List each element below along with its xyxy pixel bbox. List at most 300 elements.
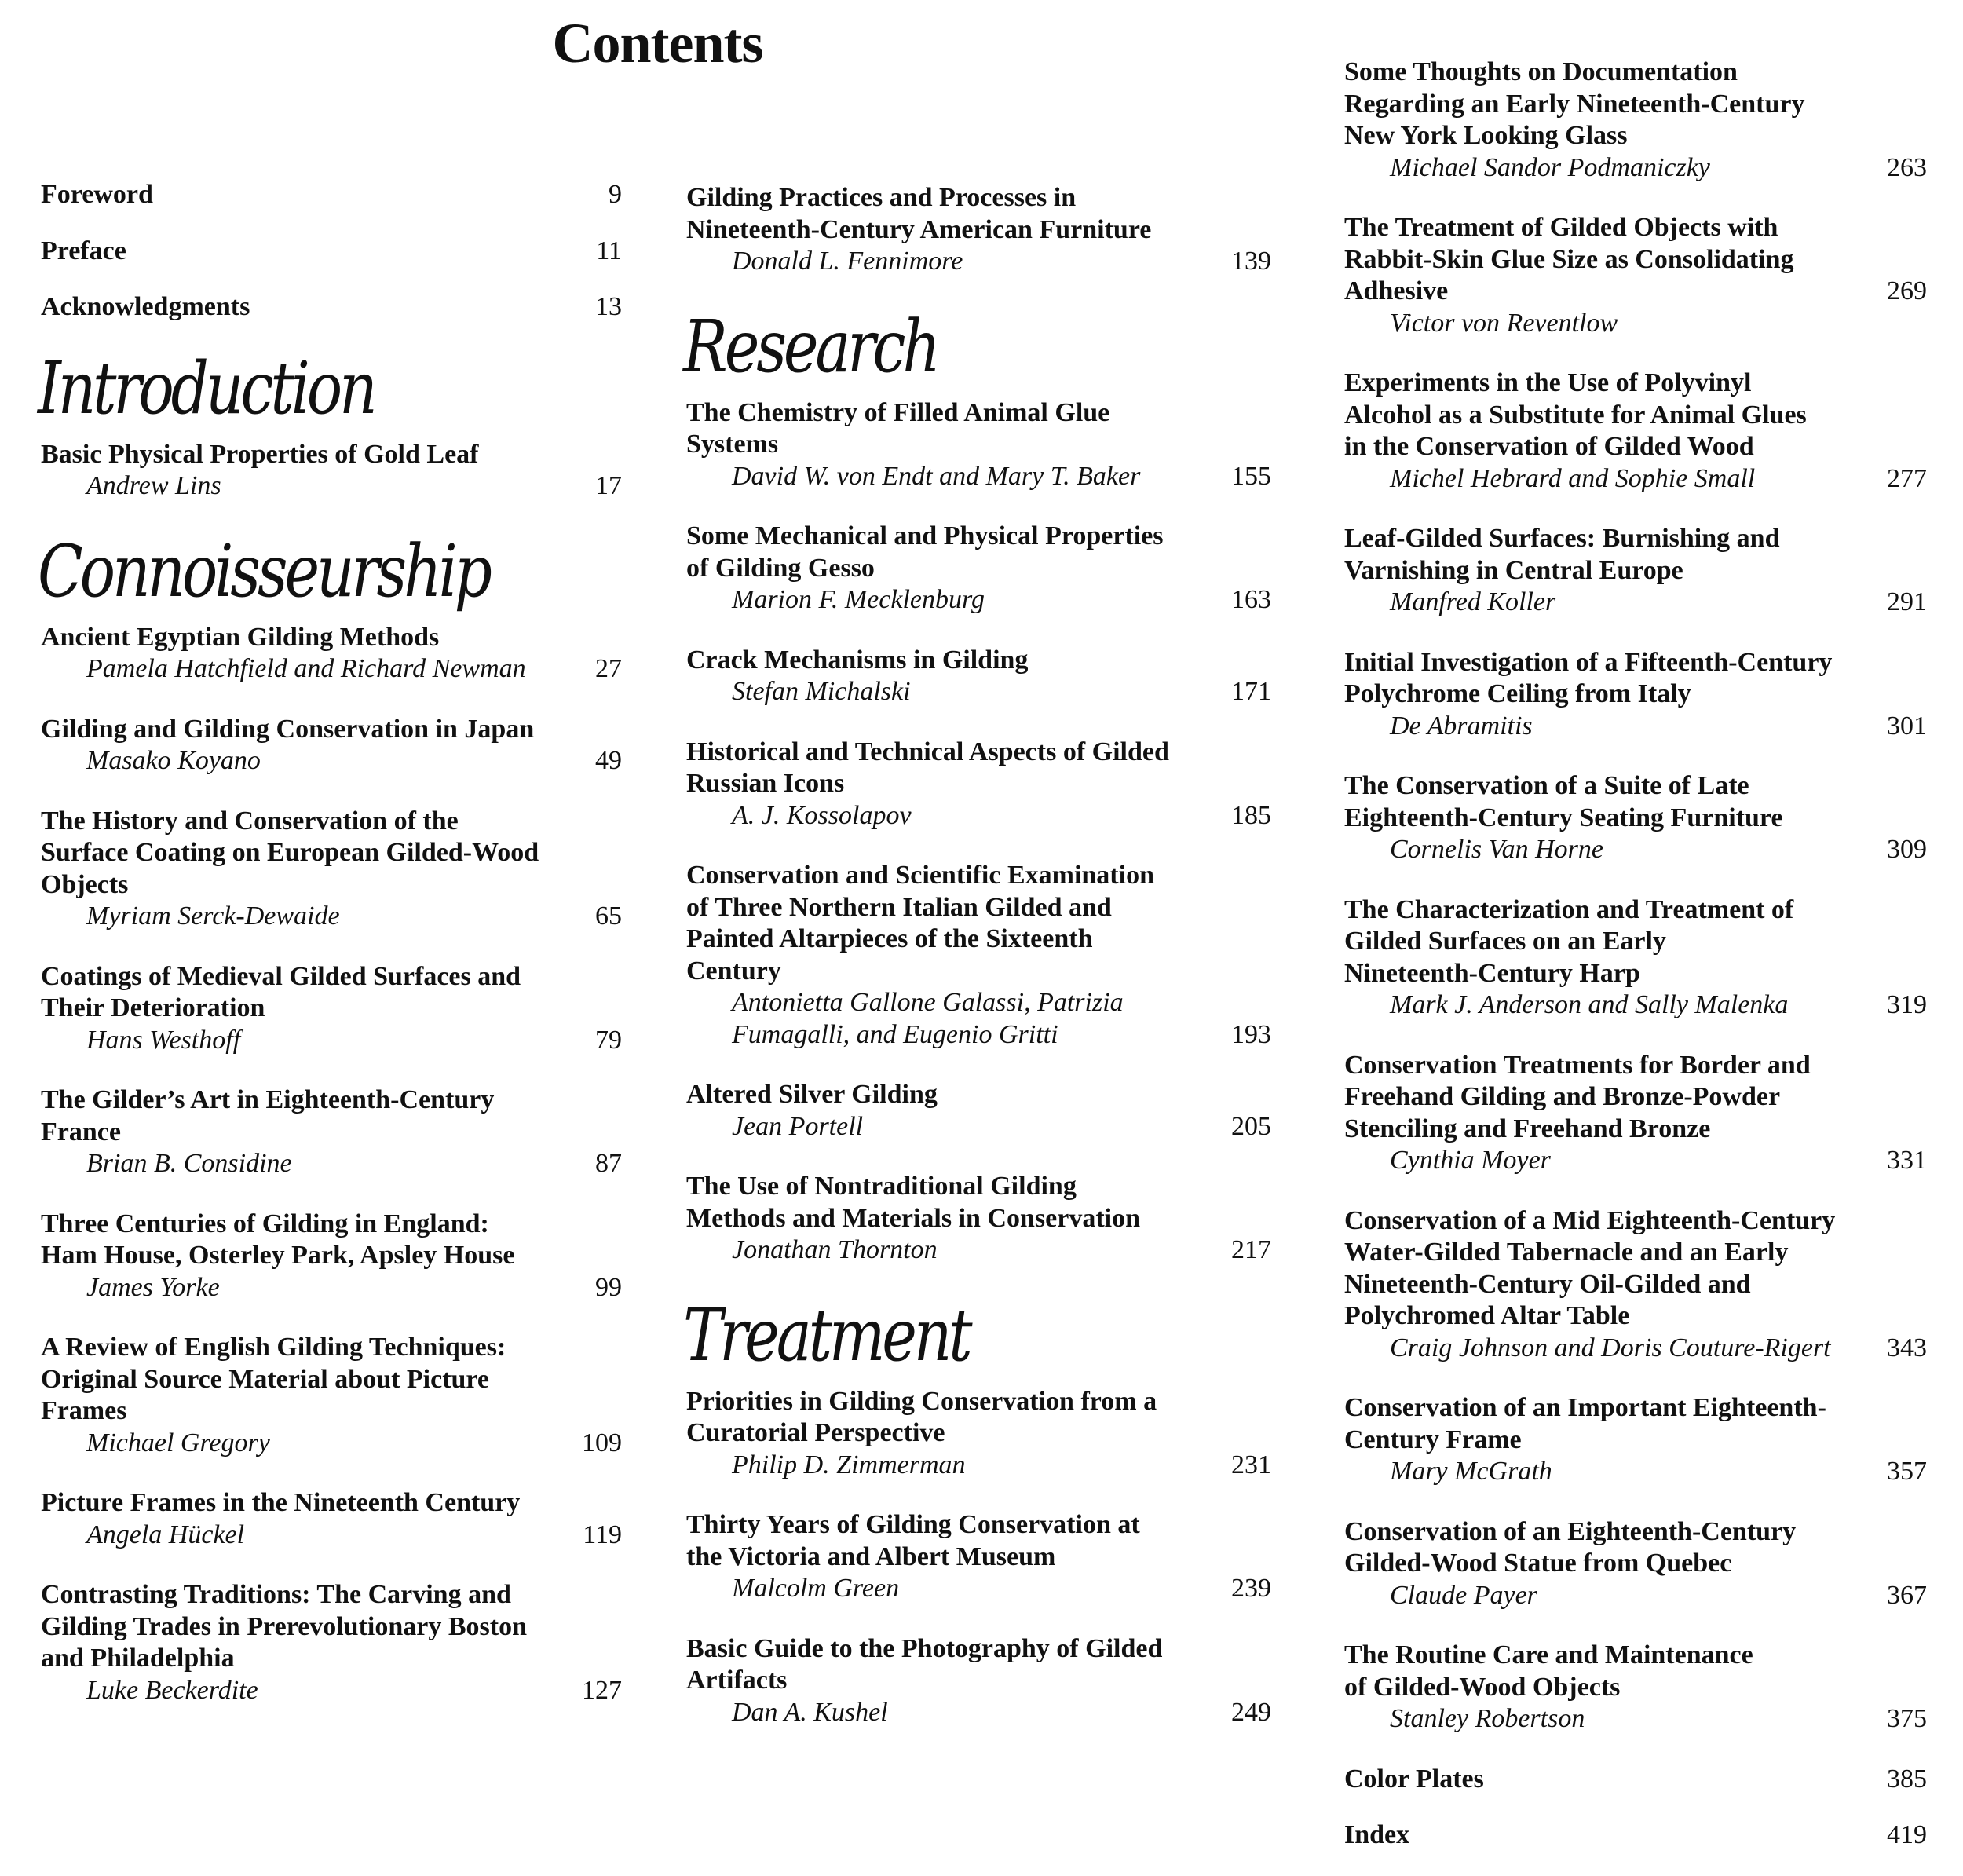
entry-title-line: Systems (686, 430, 779, 459)
entry-title-line: of Gilded-Wood Objects (1344, 1672, 1621, 1702)
entry-title-line: Basic Physical Properties of Gold Leaf (41, 439, 479, 469)
toc-line (1344, 212, 1927, 244)
toc-entry (1344, 523, 1927, 619)
entry-title-line: Methods and Materials in Conservation (686, 1203, 1140, 1233)
page-number: 277 (1887, 463, 1927, 493)
toc-line (41, 806, 622, 838)
page-number: 357 (1887, 1457, 1927, 1486)
toc-line (1344, 958, 1927, 990)
toc-line (1344, 368, 1927, 400)
entry-title-line: of Gilding Gesso (686, 553, 875, 583)
toc-entry (686, 1171, 1271, 1267)
page-number: 13 (595, 292, 622, 321)
toc-line (41, 901, 622, 933)
toc-line (1344, 711, 1927, 743)
page-number: 239 (1231, 1574, 1271, 1603)
section-heading-treatment: Treatment (683, 1293, 970, 1377)
entry-title-line: Rabbit-Skin Glue Size as Consolidating (1344, 244, 1794, 274)
entry-title-line: Water-Gilded Tabernacle and an Early (1344, 1238, 1789, 1267)
toc-line (686, 987, 1271, 1019)
page-number: 17 (595, 471, 622, 500)
entry-title-line: Altered Silver Gilding (686, 1080, 938, 1109)
toc-line (1344, 463, 1927, 496)
toc-entry (41, 1487, 622, 1551)
toc-line (41, 1643, 622, 1675)
toc-line (41, 1025, 622, 1057)
section-heading-introduction: Introduction (38, 346, 375, 430)
toc-line (1344, 57, 1927, 89)
toc-line (686, 1386, 1271, 1418)
entry-title-line: Some Mechanical and Physical Properties (686, 521, 1164, 550)
toc-line (1344, 1640, 1927, 1672)
entry-title-line: Russian Icons (686, 769, 845, 798)
entry-title-line: Conservation of a Mid Eighteenth-Century (1344, 1205, 1836, 1235)
toc-line (41, 1240, 622, 1272)
toc-column-3 (1344, 57, 1927, 1876)
toc-line (1344, 1114, 1927, 1146)
toc-entry (1344, 1640, 1927, 1735)
toc-entry (1344, 770, 1927, 866)
page-number: 205 (1231, 1111, 1271, 1141)
entry-title-line: Adhesive (1344, 276, 1449, 305)
entry-title-line: Gilded-Wood Statue from Quebec (1344, 1549, 1732, 1578)
author: Jonathan Thornton (732, 1235, 938, 1264)
toc-line (41, 622, 622, 654)
toc-entry (1344, 57, 1927, 184)
page-number: 249 (1231, 1697, 1271, 1727)
author: A. J. Kossolapov (732, 800, 912, 830)
author: Masako Koyano (86, 746, 261, 775)
author: Michel Hebrard and Sophie Small (1390, 463, 1756, 493)
page-number: 109 (582, 1428, 622, 1457)
entry-title-line: Gilding Practices and Processes in (686, 183, 1077, 212)
entry-title-line: Their Deterioration (41, 993, 265, 1022)
author: Marion F. Mecklenburg (732, 585, 985, 614)
entry-title-line: Alcohol as a Substitute for Animal Glues (1344, 400, 1807, 430)
toc-entry (686, 521, 1271, 616)
page-number: 231 (1231, 1450, 1271, 1479)
toc-line (1344, 1819, 1927, 1852)
toc-entry (1344, 1392, 1927, 1488)
toc-line (41, 1395, 622, 1428)
entry-title-line: Thirty Years of Gilding Conservation at (686, 1510, 1140, 1539)
toc-line (686, 1665, 1271, 1697)
toc-column-2 (683, 182, 1271, 1757)
entry-title-line: The History and Conservation of the (41, 806, 459, 836)
toc-line (1344, 276, 1927, 308)
toc-line (686, 1509, 1271, 1541)
entry-title-line: Conservation of an Eighteenth-Century (1344, 1516, 1797, 1546)
toc-entry (1344, 1819, 1927, 1852)
entry-title-line: The Gilder’s Art in Eighteenth-Century (41, 1085, 495, 1114)
page-number: 99 (595, 1272, 622, 1302)
entry-title-line: Ham House, Osterley Park, Apsley House (41, 1241, 515, 1270)
page-number: 49 (595, 746, 622, 775)
section-heading-connoisseurship: Connoisseurship (38, 528, 489, 613)
toc-line (41, 1209, 622, 1241)
author: Cornelis Van Horne (1390, 835, 1603, 864)
entry-title-line: New York Looking Glass (1344, 121, 1628, 150)
author: Philip D. Zimmerman (732, 1450, 966, 1479)
entry-title-line: Polychrome Ceiling from Italy (1344, 679, 1691, 708)
entry-title-line: Century (686, 956, 781, 986)
author: Mary McGrath (1390, 1457, 1552, 1486)
toc-line (41, 1332, 622, 1364)
page-number: 385 (1887, 1764, 1927, 1794)
entry-title-line: Varnishing in Central Europe (1344, 555, 1683, 585)
page-number: 139 (1231, 247, 1271, 276)
author: Luke Beckerdite (86, 1675, 258, 1705)
toc-line (686, 1633, 1271, 1666)
toc-line (41, 1579, 622, 1611)
toc-line (1344, 989, 1927, 1022)
toc-line (686, 860, 1271, 892)
entry-title-line: Ancient Egyptian Gilding Methods (41, 622, 440, 652)
toc-entry (1344, 1205, 1927, 1365)
author: Andrew Lins (86, 471, 221, 500)
toc-line (686, 1417, 1271, 1450)
toc-line (41, 1675, 622, 1707)
author: Jean Portell (732, 1111, 864, 1141)
toc-line (1344, 1205, 1927, 1238)
entry-title-line: Conservation Treatments for Border and (1344, 1050, 1811, 1080)
entry-title-line: Gilding and Gilding Conservation in Japan (41, 714, 535, 744)
toc-entry (1344, 368, 1927, 495)
toc-line (1344, 834, 1927, 866)
author: Stefan Michalski (732, 677, 911, 706)
author-line: Fumagalli, and Eugenio Gritti (732, 1019, 1058, 1049)
entry-title-line: Painted Altarpieces of the Sixteenth (686, 924, 1093, 953)
toc-line (686, 521, 1271, 553)
entry-title-line: The Use of Nontraditional Gilding (686, 1172, 1077, 1201)
author: Brian B. Considine (86, 1149, 292, 1178)
page-number: 263 (1887, 152, 1927, 182)
page-number: 27 (595, 654, 622, 683)
toc-line (686, 1450, 1271, 1482)
toc-line (1344, 1145, 1927, 1177)
entry-title-line: Basic Guide to the Photography of Gilded (686, 1633, 1163, 1663)
toc-line (1344, 1081, 1927, 1114)
author: Claude Payer (1390, 1580, 1537, 1610)
toc-line (686, 1541, 1271, 1574)
toc-entry (41, 622, 622, 686)
toc-line (1344, 1703, 1927, 1735)
toc-entry (41, 236, 622, 268)
toc-line (1344, 89, 1927, 121)
author: Dan A. Kushel (732, 1697, 888, 1727)
entry-title-line: Historical and Technical Aspects of Gilded (686, 737, 1169, 766)
author: Michael Gregory (86, 1428, 270, 1457)
toc-line (1344, 120, 1927, 152)
toc-line (686, 737, 1271, 769)
toc-line (41, 1487, 622, 1519)
toc-line (686, 214, 1271, 247)
entry-title-line: and Philadelphia (41, 1644, 235, 1673)
entry-title-line: Century Frame (1344, 1424, 1522, 1454)
toc-line (1344, 1300, 1927, 1333)
toc-entry (41, 961, 622, 1057)
entry-title-line: Nineteenth-Century American Furniture (686, 214, 1152, 244)
page-number: 155 (1231, 461, 1271, 491)
toc-line (1344, 1516, 1927, 1549)
toc-line (41, 1428, 622, 1460)
toc-line (686, 182, 1271, 214)
entry-title-line: Three Centuries of Gilding in England: (41, 1209, 489, 1238)
entry-title-line: Regarding an Early Nineteenth-Century (1344, 89, 1805, 119)
toc-line (41, 837, 622, 869)
toc-line (1344, 244, 1927, 276)
entry-title-line: Nineteenth-Century Oil-Gilded and (1344, 1269, 1751, 1299)
toc-line (41, 745, 622, 777)
toc-entry (686, 860, 1271, 1051)
toc-line (41, 439, 622, 471)
toc-line (1344, 926, 1927, 958)
toc-line (686, 1111, 1271, 1143)
toc-line (686, 246, 1271, 278)
page-number: 343 (1887, 1333, 1927, 1362)
toc-line (41, 1519, 622, 1552)
entry-title-line: Crack Mechanisms in Gilding (686, 645, 1029, 675)
toc-entry (41, 806, 622, 933)
toc-line (1344, 1392, 1927, 1424)
toc-entry (1344, 1764, 1927, 1796)
toc-entry (1344, 647, 1927, 743)
entry-title-line: Objects (41, 869, 129, 899)
entry-title-line: Surface Coating on European Gilded-Wood (41, 838, 539, 867)
author: David W. von Endt and Mary T. Baker (732, 461, 1141, 491)
toc-line (686, 956, 1271, 988)
toc-line (686, 1203, 1271, 1235)
entry-title-line: Some Thoughts on Documentation (1344, 57, 1738, 86)
entry-title-line: Curatorial Perspective (686, 1418, 945, 1447)
entry-title-line: Initial Investigation of a Fifteenth-Century (1344, 647, 1833, 677)
page-number: 65 (595, 901, 622, 931)
toc-line (686, 645, 1271, 677)
toc-line (1344, 1333, 1927, 1365)
entry-title-line: Gilded Surfaces on an Early (1344, 927, 1666, 956)
toc-entry (686, 645, 1271, 708)
author: Pamela Hatchfield and Richard Newman (86, 654, 526, 683)
entry-title: Preface (41, 236, 126, 265)
entry-title-line: Artifacts (686, 1666, 788, 1695)
toc-entry (686, 1079, 1271, 1143)
entry-title-line: of Three Northern Italian Gilded and (686, 892, 1112, 922)
page-number: 87 (595, 1149, 622, 1178)
toc-entry (41, 291, 622, 324)
entry-title-line: The Treatment of Gilded Objects with (1344, 213, 1778, 242)
entry-title-line: The Conservation of a Suite of Late (1344, 771, 1749, 800)
toc-line (1344, 1050, 1927, 1082)
author: Cynthia Moyer (1390, 1146, 1551, 1175)
entry-title: Color Plates (1344, 1764, 1484, 1794)
author: Angela Hückel (86, 1519, 245, 1549)
toc-line (41, 961, 622, 993)
author: Stanley Robertson (1390, 1704, 1585, 1733)
toc-entry (1344, 1050, 1927, 1177)
entry-title: Foreword (41, 180, 153, 209)
page-number: 291 (1887, 587, 1927, 616)
entry-title: Acknowledgments (41, 292, 250, 321)
author: Mark J. Anderson and Sally Malenka (1390, 990, 1789, 1019)
entry-title-line: Gilding Trades in Prerevolutionary Boston (41, 1611, 527, 1641)
toc-line (686, 1019, 1271, 1051)
entry-title-line: Freehand Gilding and Bronze-Powder (1344, 1082, 1781, 1111)
toc-line (41, 1117, 622, 1149)
entry-title-line: Stenciling and Freehand Bronze (1344, 1114, 1711, 1143)
toc-line (1344, 1424, 1927, 1457)
toc-line (686, 676, 1271, 708)
entry-title-line: Experiments in the Use of Polyvinyl (1344, 368, 1752, 397)
page-title: Contents (552, 12, 763, 75)
toc-entry (686, 1633, 1271, 1729)
toc-line (1344, 555, 1927, 587)
toc-line (686, 461, 1271, 493)
page-number: 269 (1887, 276, 1927, 305)
toc-line (41, 714, 622, 746)
toc-entry (1344, 1516, 1927, 1612)
page-number: 419 (1887, 1820, 1927, 1849)
toc-line (41, 869, 622, 901)
entry-title-line: in the Conservation of Gilded Wood (1344, 432, 1754, 461)
page-number: 171 (1231, 677, 1271, 706)
toc-line (686, 768, 1271, 800)
toc-line (41, 1611, 622, 1644)
entry-title-line: Original Source Material about Picture (41, 1364, 489, 1394)
toc-line (686, 800, 1271, 832)
page-number: 217 (1231, 1235, 1271, 1264)
page-number: 309 (1887, 835, 1927, 864)
toc-line (41, 470, 622, 503)
toc-entry (1344, 894, 1927, 1022)
toc-entry (686, 1509, 1271, 1605)
toc-line (41, 653, 622, 686)
toc-entry (41, 1332, 622, 1459)
page-number: 367 (1887, 1580, 1927, 1610)
entry-title-line: A Review of English Gilding Techniques: (41, 1333, 506, 1362)
entry-title-line: Nineteenth-Century Harp (1344, 958, 1640, 988)
toc-entry (41, 714, 622, 777)
toc-line (1344, 523, 1927, 555)
entry-title-line: The Characterization and Treatment of (1344, 894, 1794, 924)
toc-line (686, 1697, 1271, 1729)
page-number: 193 (1231, 1019, 1271, 1049)
toc-line (1344, 803, 1927, 835)
toc-line (41, 291, 622, 324)
toc-line (1344, 1580, 1927, 1612)
page-number: 9 (609, 180, 622, 209)
toc-line (1344, 400, 1927, 432)
author: Victor von Reventlow (1390, 308, 1618, 338)
toc-line (686, 397, 1271, 430)
author: Donald L. Fennimore (732, 247, 963, 276)
author: Michael Sandor Podmaniczky (1390, 152, 1710, 182)
toc-line (686, 584, 1271, 616)
toc-line (1344, 1269, 1927, 1301)
entry-title-line: Coatings of Medieval Gilded Surfaces and (41, 961, 521, 991)
entry-title-line: Priorities in Gilding Conservation from a (686, 1386, 1157, 1416)
toc-line (41, 179, 622, 211)
entry-title-line: Contrasting Traditions: The Carving and (41, 1580, 511, 1609)
toc-line (686, 553, 1271, 585)
toc-line (686, 892, 1271, 924)
page-number: 79 (595, 1025, 622, 1055)
page-number: 119 (583, 1519, 622, 1549)
entry-title-line: Frames (41, 1396, 127, 1425)
toc-line (41, 993, 622, 1025)
entry-title-line: Picture Frames in the Nineteenth Century (41, 1488, 521, 1517)
author: Manfred Koller (1390, 587, 1556, 616)
toc-line (686, 1171, 1271, 1203)
section-heading-research: Research (683, 304, 938, 389)
toc-line (1344, 308, 1927, 340)
toc-column-1 (38, 179, 622, 1735)
page-number: 163 (1231, 585, 1271, 614)
toc-line (1344, 1456, 1927, 1488)
toc-line (686, 1234, 1271, 1267)
toc-line (1344, 1764, 1927, 1796)
entry-title-line: the Victoria and Albert Museum (686, 1541, 1056, 1571)
toc-line (1344, 431, 1927, 463)
entry-title-line: Leaf-Gilded Surfaces: Burnishing and (1344, 524, 1780, 553)
author: Malcolm Green (732, 1574, 900, 1603)
toc-line (1344, 587, 1927, 619)
entry-title-line: Conservation and Scientific Examination (686, 861, 1154, 890)
page-number: 301 (1887, 711, 1927, 741)
toc-entry (1344, 212, 1927, 339)
author: De Abramitis (1390, 711, 1533, 741)
toc-line (686, 923, 1271, 956)
page-number: 11 (596, 236, 622, 265)
toc-line (1344, 678, 1927, 711)
entry-title-line: The Chemistry of Filled Animal Glue (686, 397, 1110, 427)
toc-entry (41, 439, 622, 503)
toc-entry (686, 737, 1271, 832)
toc-line (1344, 770, 1927, 803)
toc-line (1344, 894, 1927, 927)
author: Craig Johnson and Doris Couture-Rigert (1390, 1333, 1831, 1362)
toc-entry (41, 1084, 622, 1180)
toc-line (686, 1079, 1271, 1111)
entry-title-line: Eighteenth-Century Seating Furniture (1344, 803, 1783, 832)
entry-title-line: Polychromed Altar Table (1344, 1301, 1630, 1330)
author: Hans Westhoff (86, 1025, 241, 1055)
toc-line (1344, 647, 1927, 679)
entry-title-line: France (41, 1117, 121, 1146)
toc-line (1344, 1548, 1927, 1580)
page-number: 127 (582, 1675, 622, 1705)
toc-entry (686, 182, 1271, 278)
author: James Yorke (86, 1272, 220, 1302)
toc-entry (41, 179, 622, 211)
toc-line (41, 236, 622, 268)
entry-title-line: The Routine Care and Maintenance (1344, 1640, 1753, 1669)
toc-line (1344, 1672, 1927, 1704)
toc-line (41, 1364, 622, 1396)
page-number: 375 (1887, 1704, 1927, 1733)
entry-title: Index (1344, 1820, 1410, 1849)
toc-line (41, 1272, 622, 1304)
toc-entry (41, 1209, 622, 1304)
toc-line (41, 1148, 622, 1180)
toc-line (41, 1084, 622, 1117)
toc-entry (686, 397, 1271, 493)
toc-line (686, 1573, 1271, 1605)
toc-line (1344, 1237, 1927, 1269)
toc-entry (686, 1386, 1271, 1482)
page-number: 319 (1887, 990, 1927, 1019)
author: Myriam Serck-Dewaide (86, 901, 340, 931)
toc-line (1344, 152, 1927, 185)
